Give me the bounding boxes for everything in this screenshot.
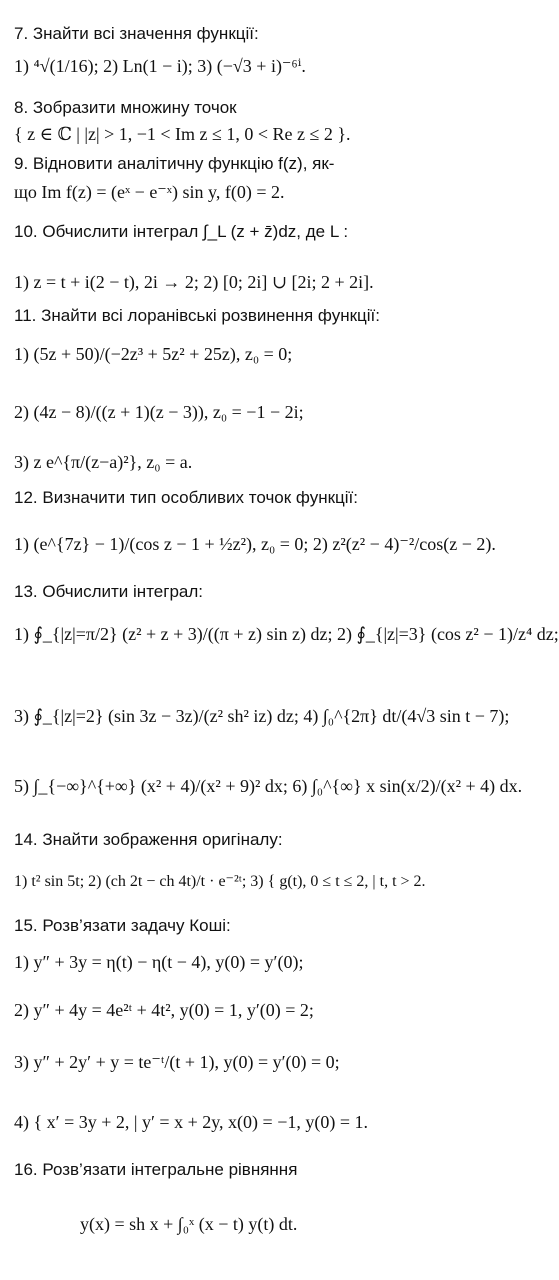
problem-15-heading: 15. Розв’язати задачу Коші: — [14, 916, 231, 935]
problem-14-body: 1) t² sin 5t; 2) (ch 2t − ch 4t)/t · e⁻²ᵗ; 3) { g(t), 0 ≤ t ≤ 2, | t, t > 2. — [14, 873, 426, 890]
problem-14-heading: 14. Знайти зображення оригіналу: — [14, 830, 283, 849]
problem-7-heading: 7. Знайти всі значення функції: — [14, 24, 259, 43]
problem-8-body: { z ∈ ℂ | |z| > 1, −1 < Im z ≤ 1, 0 < Re z ≤ 2 }. — [14, 124, 351, 144]
problem-9-body: що Im f(z) = (eˣ − e⁻ˣ) sin y, f(0) = 2. — [14, 182, 285, 202]
problem-7-body: 1) ⁴√(1/16); 2) Ln(1 − i); 3) (−√3 + i)⁻⁶ⁱ. — [14, 56, 306, 76]
problem-15-eq-4: 4) { x′ = 3y + 2, | y′ = x + 2y, x(0) = −1, y(0) = 1. — [14, 1112, 368, 1132]
problem-11-item-3: 3) z e^{π/(z−a)²}, z₀ = a. — [14, 452, 193, 472]
problem-11-heading: 11. Знайти всі лоранівські розвинення функції: — [14, 306, 380, 325]
problem-13-row-2: 3) ∮_{|z|=2} (sin 3z − 3z)/(z² sh² iz) dz; 4) ∫₀^{2π} dt/(4√3 sin t − 7); — [14, 706, 510, 726]
problem-10-body: 1) z = t + i(2 − t), 2i → 2; 2) [0; 2i] ∪ [2i; 2 + 2i]. — [14, 272, 374, 292]
problem-10-heading: 10. Обчислити інтеграл ∫_L (z + z̄)dz, де L : — [14, 222, 349, 241]
problem-13-row-1: 1) ∮_{|z|=π/2} (z² + z + 3)/((π + z) sin z) dz; 2) ∮_{|z|=3} (cos z² − 1)/z⁴ dz; — [14, 624, 559, 644]
problem-12-heading: 12. Визначити тип особливих точок функції: — [14, 488, 358, 507]
problem-12-body: 1) (e^{7z} − 1)/(cos z − 1 + ½z²), z₀ = 0; 2) z²(z² − 4)⁻²/cos(z − 2). — [14, 534, 496, 554]
problem-8-heading: 8. Зобразити множину точок — [14, 98, 237, 117]
problem-9-heading: 9. Відновити аналітичну функцію f(z), як- — [14, 154, 335, 173]
problem-15-eq-2: 2) y″ + 4y = 4e²ᵗ + 4t², y(0) = 1, y′(0) = 2; — [14, 1000, 314, 1020]
problem-11-item-2: 2) (4z − 8)/((z + 1)(z − 3)), z₀ = −1 − 2i; — [14, 402, 304, 422]
problem-16-body: y(x) = sh x + ∫₀ˣ (x − t) y(t) dt. — [80, 1214, 298, 1234]
problem-16-heading: 16. Розв’язати інтегральне рівняння — [14, 1160, 298, 1179]
problem-15-eq-1: 1) y″ + 3y = η(t) − η(t − 4), y(0) = y′(0); — [14, 952, 304, 972]
problem-15-eq-3: 3) y″ + 2y′ + y = te⁻ᵗ/(t + 1), y(0) = y′(0) = 0; — [14, 1052, 340, 1072]
problem-13-row-3: 5) ∫_{−∞}^{+∞} (x² + 4)/(x² + 9)² dx; 6) ∫₀^{∞} x sin(x/2)/(x² + 4) dx. — [14, 776, 523, 796]
problem-11-item-1: 1) (5z + 50)/(−2z³ + 5z² + 25z), z₀ = 0; — [14, 344, 293, 364]
problem-13-heading: 13. Обчислити інтеграл: — [14, 582, 203, 601]
